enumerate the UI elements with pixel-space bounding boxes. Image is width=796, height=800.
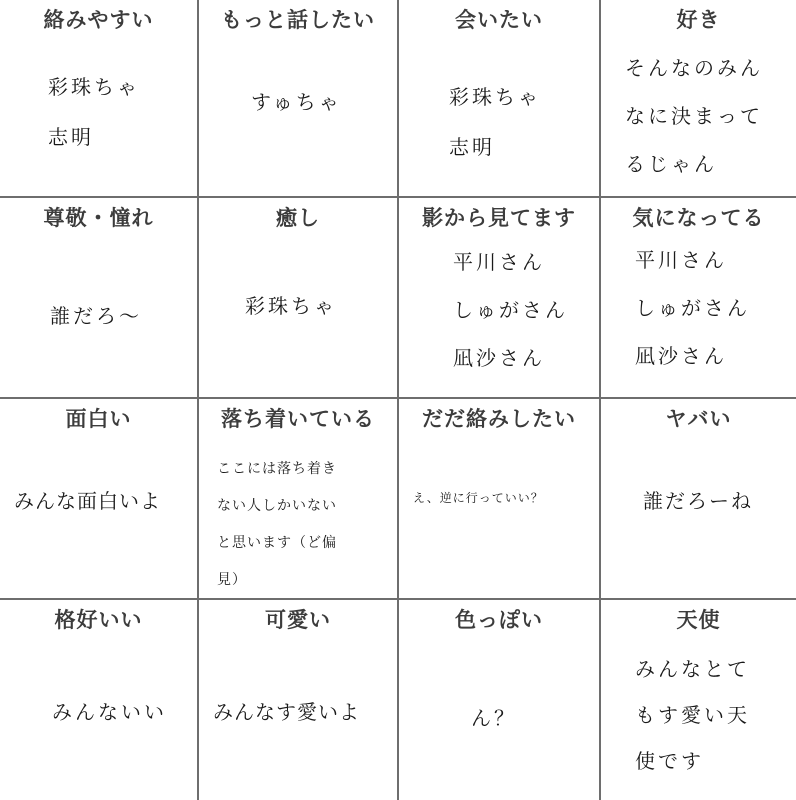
cell-heading: 落ち着いている (221, 407, 375, 431)
cell-sexy (399, 600, 601, 800)
cell-answer: すゅちゃ (251, 90, 342, 114)
cell-heading: 絡みやすい (43, 8, 154, 32)
cell-answer: そんなのみん なに決まって るじゃん (625, 56, 763, 176)
cell-want-to-clingy-talk (399, 399, 601, 600)
cell-heading: 格好いい (54, 608, 143, 632)
cell-answer: ここには落ち着き ない人しかいない と思います（ど偏 見） (217, 461, 337, 588)
cell-cool (0, 600, 199, 800)
cell-answer: 彩珠ちゃ 志明 (449, 85, 541, 159)
cell-answer: 彩珠ちゃ 志明 (48, 75, 140, 149)
cell-answer: 平川さん しゅがさん 凪沙さん (453, 250, 568, 370)
cell-cute (199, 600, 399, 800)
cell-heading: 尊敬・憧れ (43, 206, 154, 230)
cell-heading: もっと話したい (221, 8, 375, 32)
cell-heading: 天使 (676, 608, 721, 632)
cell-heading: 色っぽい (455, 608, 543, 632)
cell-heading: ヤバい (665, 407, 732, 431)
cell-watching-from-shadow (399, 198, 601, 399)
cell-answer: みんな面白いよ (14, 489, 161, 513)
cell-want-to-meet (399, 0, 601, 198)
cell-funny (0, 399, 199, 600)
cell-answer: 誰だろーね (643, 489, 753, 513)
cell-answer: みんなとて もす愛い天 使です (635, 657, 750, 773)
cell-answer: 彩珠ちゃ (245, 294, 337, 318)
cell-heading: 会いたい (455, 8, 543, 32)
cell-heading: 好き (676, 8, 721, 32)
cell-angel (601, 600, 796, 800)
cell-crazy (601, 399, 796, 600)
cell-answer: みんないい (52, 700, 167, 724)
cell-answer: みんなす愛いよ (213, 700, 360, 724)
cell-heading: 面白い (65, 407, 132, 431)
cell-answer: え、逆に行っていい？ (413, 491, 544, 505)
cell-answer: 誰だろ〜 (50, 304, 142, 328)
cell-want-to-talk-more (199, 0, 399, 198)
cell-answer: 平川さん しゅがさん 凪沙さん (635, 248, 750, 368)
cell-heading: 癒し (276, 206, 320, 230)
cell-answer: ん？ (471, 706, 517, 730)
cell-heading: 影から見てます (422, 206, 576, 230)
cell-healing (199, 198, 399, 399)
cell-easy-to-talk (0, 0, 199, 198)
cell-curious-about (601, 198, 796, 399)
cell-calm (199, 399, 399, 600)
cell-like (601, 0, 796, 198)
cell-heading: だだ絡みしたい (422, 407, 576, 431)
cell-respect (0, 198, 199, 399)
cell-heading: 気になってる (632, 206, 765, 230)
cell-heading: 可愛い (265, 608, 331, 632)
